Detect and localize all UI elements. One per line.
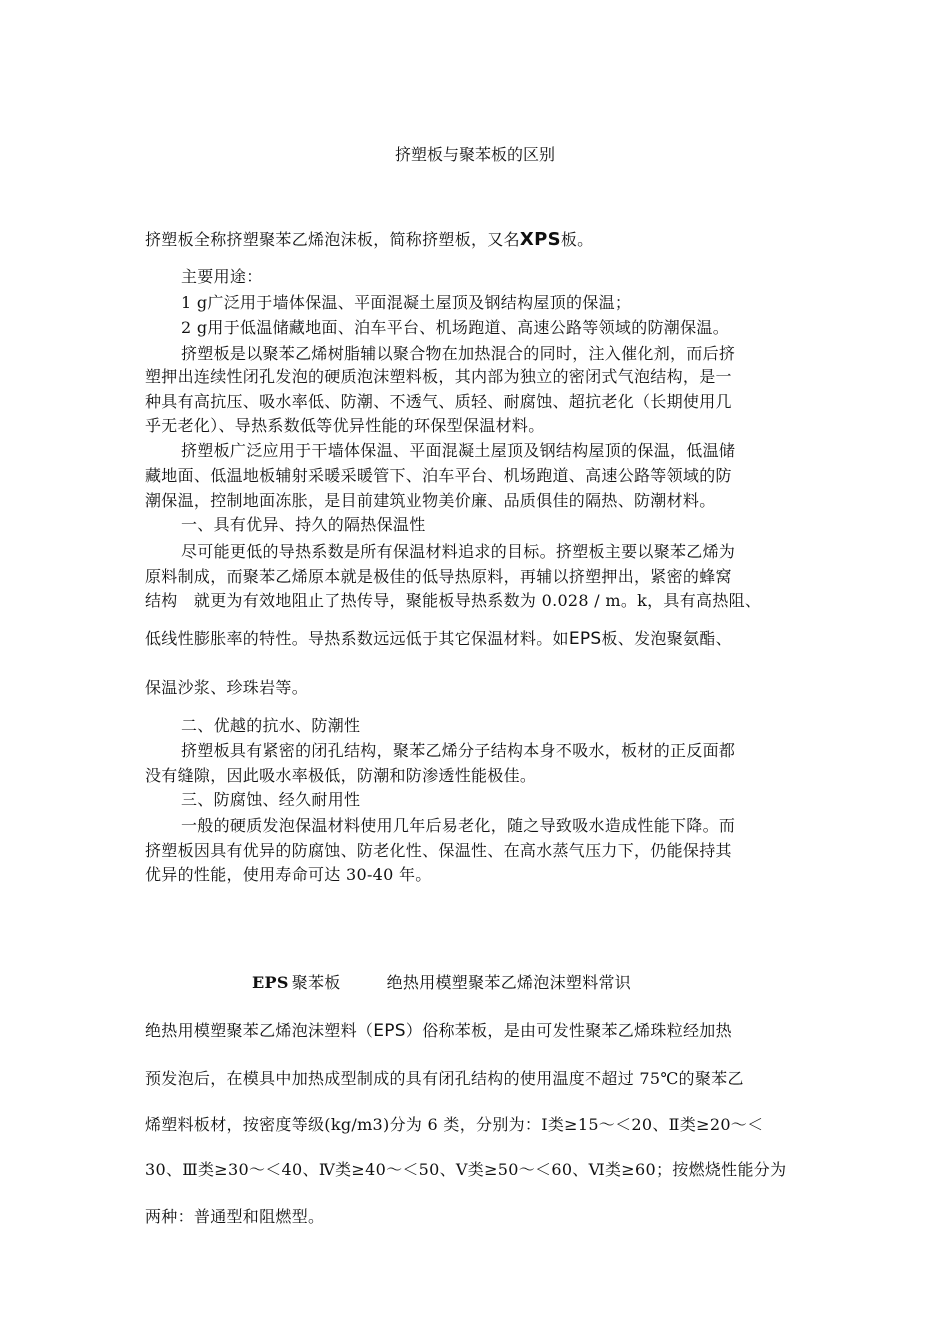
section-1-line: 结构 就更为有效地阻止了热传导，聚能板导热系数为 0.028 / m。k，具有高热阻、 — [145, 591, 762, 610]
use-item-1: 1 g广泛用于墙体保温、平面混凝土屋顶及钢结构屋顶的保温； — [181, 293, 632, 312]
para1-line: 挤塑板是以聚苯乙烯树脂辅以聚合物在加热混合的同时，注入催化剂，而后挤 — [181, 344, 736, 363]
section-1-line: 原料制成，而聚苯乙烯原本就是极佳的低导热原料，再辅以挤塑押出，紧密的蜂窝 — [145, 567, 732, 586]
document-title: 挤塑板与聚苯板的区别 — [394, 145, 555, 164]
section-1-line: 尽可能更低的导热系数是所有保温材料追求的目标。挤塑板主要以聚苯乙烯为 — [181, 542, 736, 561]
xps-label: XPS — [519, 229, 561, 250]
section-1-line — [145, 628, 732, 650]
section-2-line: 没有缝隙，因此吸水率极低，防潮和防渗透性能极佳。 — [145, 766, 537, 785]
section-3-line: 优异的性能，使用寿命可达 30-40 年。 — [145, 865, 432, 884]
eps-paragraph-line: 预发泡后，在模具中加热成型制成的具有闭孔结构的使用温度不超过 75℃的聚苯乙 — [145, 1069, 744, 1088]
section-3-line: 一般的硬质发泡保温材料使用几年后易老化，随之导致吸水造成性能下降。而 — [181, 816, 736, 835]
eps-paragraph-line: 30、Ⅲ类≥30～＜40、Ⅳ类≥40～＜50、Ⅴ类≥50～＜60、Ⅵ类≥60；按燃烧性能分为 — [145, 1160, 787, 1179]
eps-title-abbr: EPS — [252, 973, 289, 992]
section-1-text: 低线性膨胀率的特性。导热系数远远低于其它保温材料。如 — [145, 629, 569, 648]
section-3-heading: 三、防腐蚀、经久耐用性 — [181, 790, 361, 809]
para2-line: 挤塑板广泛应用于干墙体保温、平面混凝土屋顶及钢结构屋顶的保温，低温储 — [181, 441, 736, 460]
eps-text-end: ）俗称苯板，是由可发性聚苯乙烯珠粒经加热 — [405, 1021, 732, 1040]
section-3-line: 挤塑板因具有优异的防腐蚀、防老化性、保温性、在高水蒸气压力下，仍能保持其 — [145, 841, 732, 860]
use-item-2: 2 g用于低温储藏地面、泊车平台、机场跑道、高速公路等领域的防潮保温。 — [181, 318, 730, 337]
uses-heading: 主要用途： — [181, 267, 263, 286]
eps-section-title — [252, 972, 631, 994]
para1-line: 塑押出连续性闭孔发泡的硬质泡沫塑料板，其内部为独立的密闭式气泡结构，是一 — [145, 367, 732, 386]
eps-label: EPS — [568, 629, 602, 649]
eps-paragraph-line — [145, 1020, 732, 1042]
para1-line: 乎无老化）、导热系数低等优异性能的环保型保温材料。 — [145, 416, 545, 435]
para2-line: 潮保温，控制地面冻胀，是目前建筑业物美价廉、品质俱佳的隔热、防潮材料。 — [145, 491, 716, 510]
section-1-text-end: 板、发泡聚氨酯、 — [601, 629, 732, 648]
para1-line: 种具有高抗压、吸水率低、防潮、不透气、质轻、耐腐蚀、超抗老化（长期使用几 — [145, 392, 732, 411]
section-2-heading: 二、优越的抗水、防潮性 — [181, 716, 361, 735]
para2-line: 藏地面、低温地板辅射采暖采暖管下、泊车平台、机场跑道、高速公路等领域的防 — [145, 466, 732, 485]
section-1-heading: 一、具有优异、持久的隔热保温性 — [181, 515, 426, 534]
intro-paragraph — [145, 229, 593, 251]
eps-text: 绝热用模塑聚苯乙烯泡沫塑料（ — [145, 1021, 374, 1040]
intro-text: 挤塑板全称挤塑聚苯乙烯泡沫板，简称挤塑板，又名 — [145, 230, 520, 249]
section-2-line: 挤塑板具有紧密的闭孔结构，聚苯乙烯分子结构本身不吸水，板材的正反面都 — [181, 741, 736, 760]
eps-label-2: EPS — [373, 1021, 406, 1041]
eps-title-sub: 绝热用模塑聚苯乙烯泡沫塑料常识 — [386, 973, 632, 992]
eps-title-name: 聚苯板 — [291, 973, 341, 992]
intro-text-end: 板。 — [560, 230, 594, 249]
eps-paragraph-line: 两种：普通型和阻燃型。 — [145, 1207, 325, 1226]
eps-paragraph-line: 烯塑料板材，按密度等级(kg/m3)分为 6 类，分别为：Ⅰ类≥15～＜20、Ⅱ类≥20～＜ — [145, 1115, 764, 1134]
section-1-line: 保温沙浆、珍珠岩等。 — [145, 678, 309, 697]
